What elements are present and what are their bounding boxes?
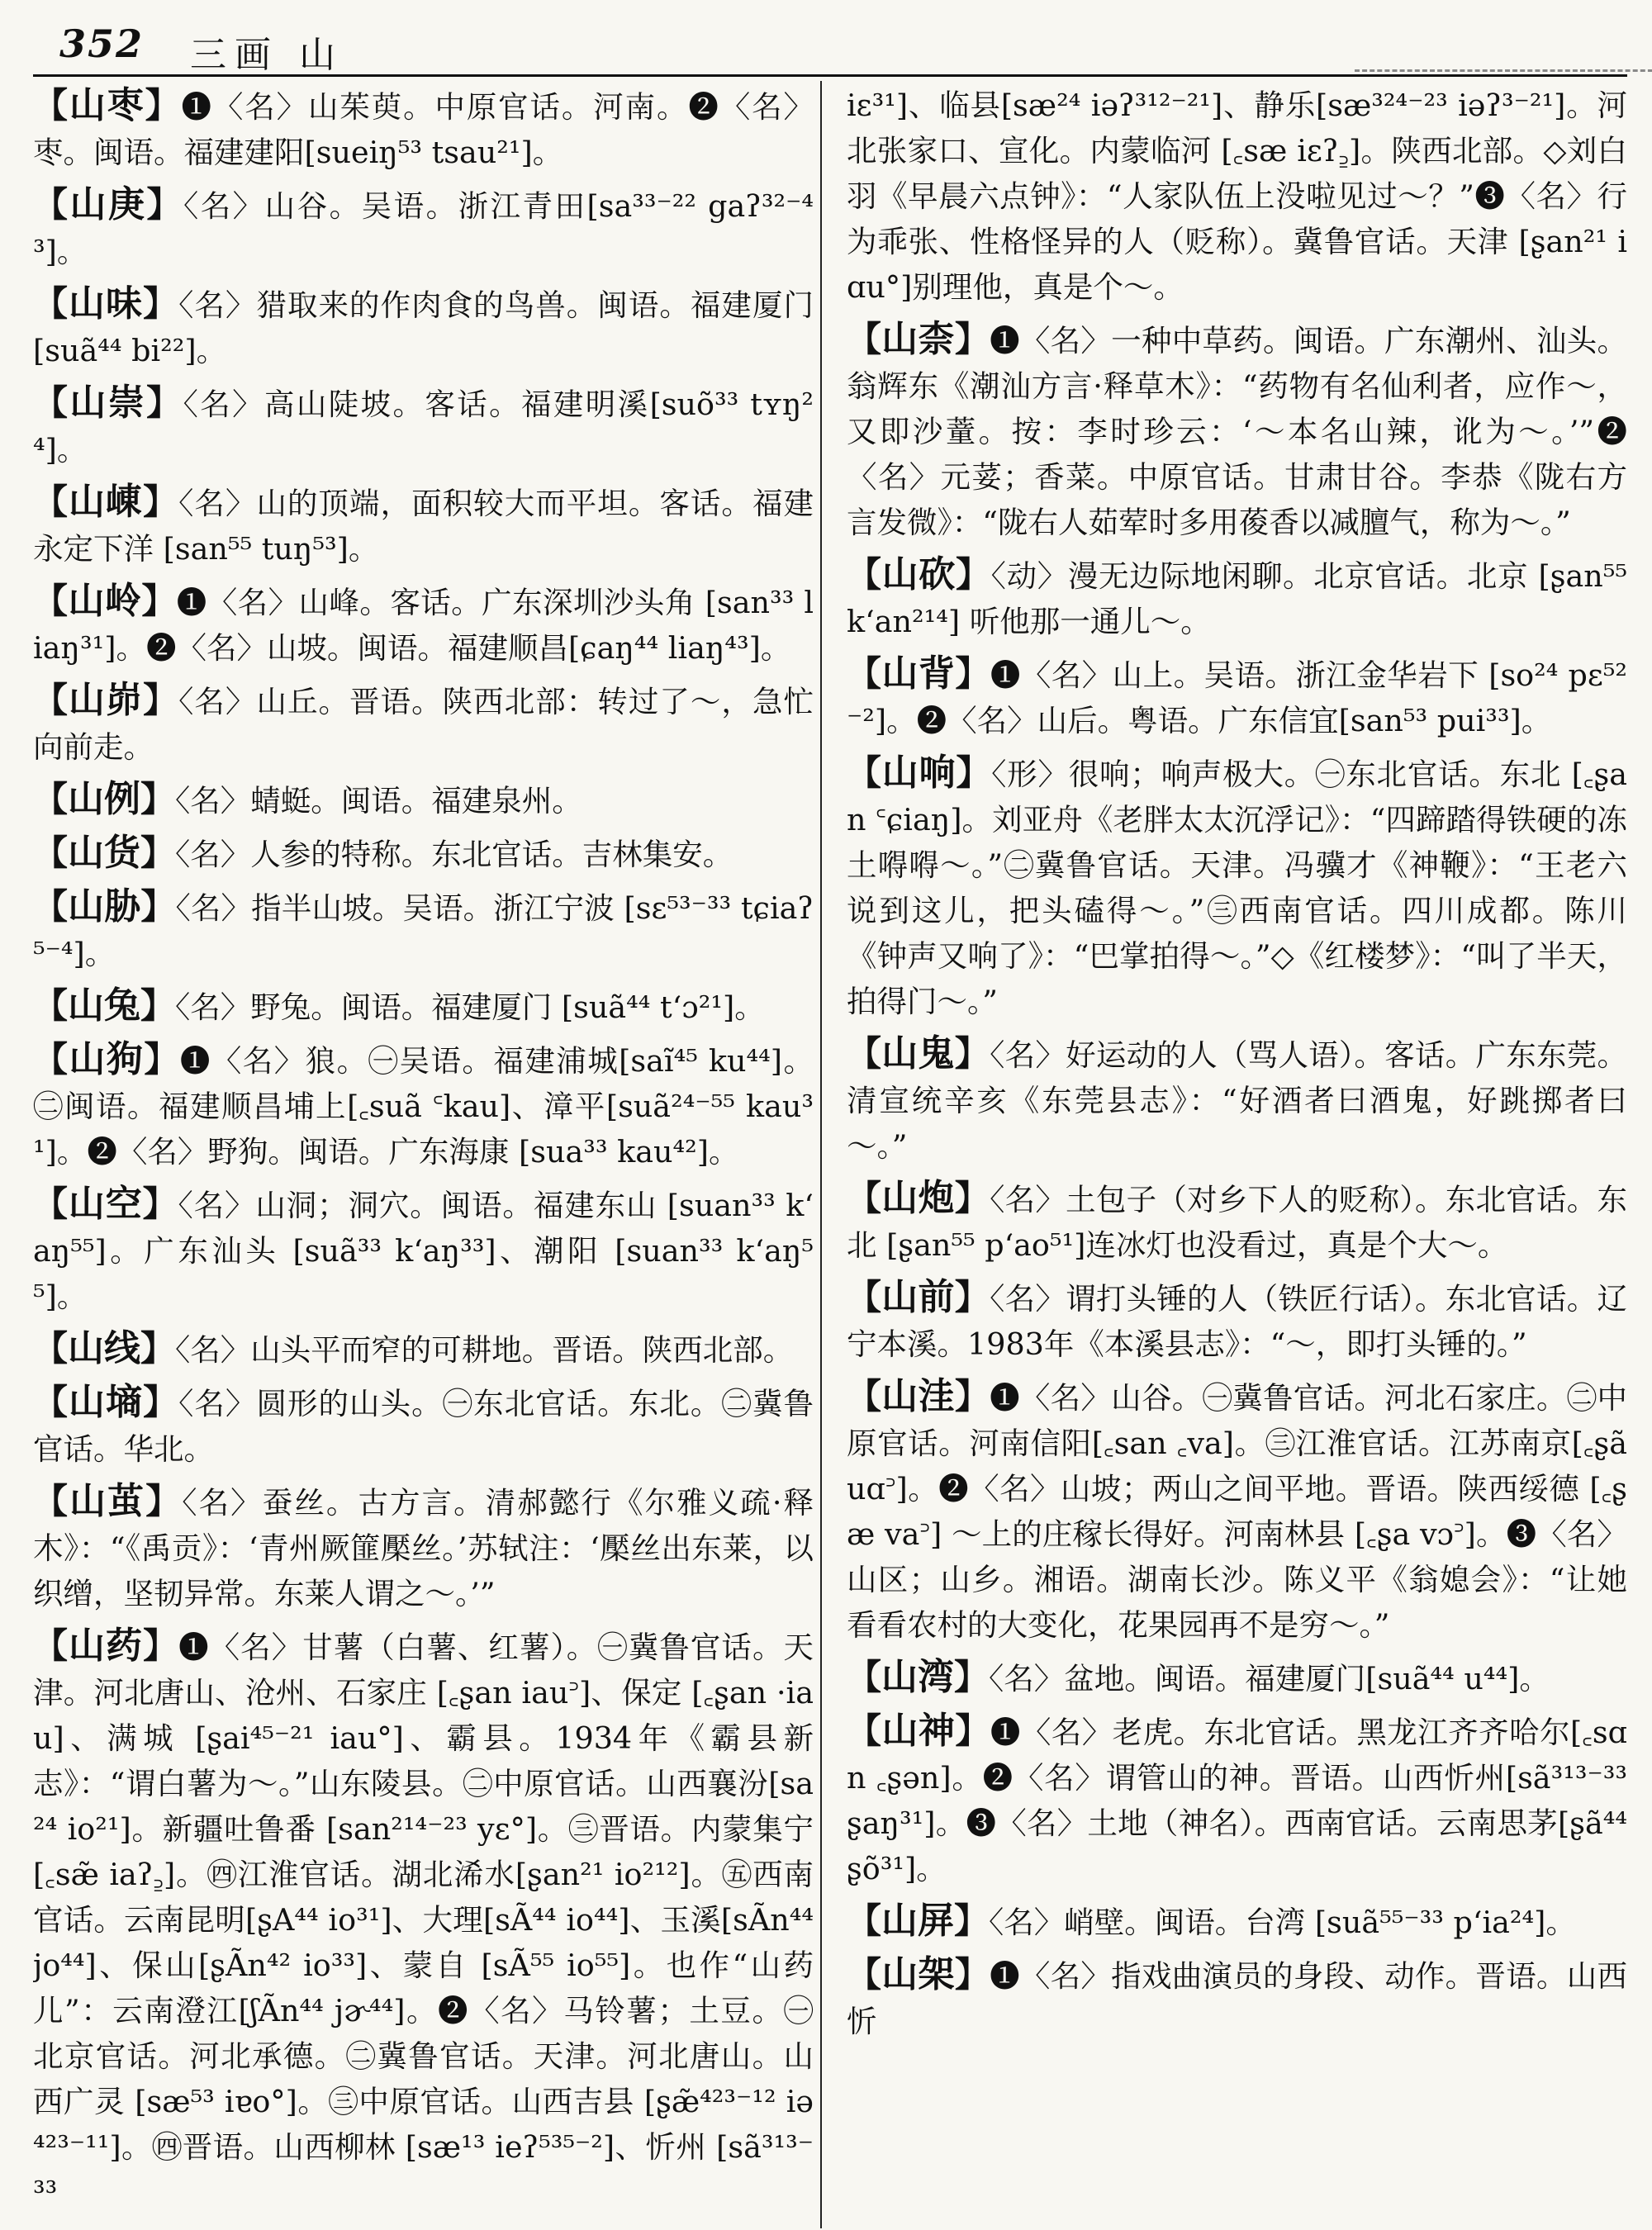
entry-headword: 山湾: [881, 1656, 955, 1698]
bracket-open: 【: [847, 1178, 882, 1218]
entry-definition: 〈动〉漫无边际地闲聊。北京官话。北京 [ʂan⁵⁵ kʻan²¹⁴] 听他那一通儿～。: [847, 558, 1627, 639]
bracket-close: 】: [954, 1657, 990, 1697]
entry-definition: ❶〈名〉指戏曲演员的身段、动作。晋语。山西忻: [847, 1958, 1627, 2039]
entry-headword: 山枣: [69, 84, 145, 126]
bracket-close: 】: [141, 581, 177, 621]
bracket-close: 】: [140, 779, 176, 819]
dictionary-entry: [847, 1175, 1627, 1268]
section-title: 三画 山: [190, 34, 344, 76]
dictionary-entry: [33, 1181, 814, 1319]
bracket-open: 【: [847, 1954, 882, 1995]
dictionary-entry: [847, 1898, 1627, 1945]
entry-headword: 山庚: [69, 183, 147, 225]
bracket-open: 【: [33, 1481, 70, 1521]
bracket-close: 】: [954, 1900, 990, 1941]
bracket-close: 】: [144, 1039, 180, 1079]
bracket-close: 】: [142, 1184, 178, 1224]
bracket-open: 【: [33, 85, 69, 126]
entry-definition: 〈名〉山的顶端，面积较大而平坦。客话。福建永定下洋 [san⁵⁵ tuŋ⁵³]。: [33, 486, 814, 567]
bracket-open: 【: [847, 1710, 882, 1751]
dictionary-entry: [33, 983, 814, 1030]
dictionary-entry: [847, 1952, 1627, 2044]
dictionary-entry: [847, 651, 1627, 743]
entry-headword: 山屏: [881, 1900, 955, 1942]
bracket-close: 】: [956, 752, 992, 793]
column-divider: [820, 81, 822, 2228]
entry-definition: 〈名〉好运动的人（骂人语）。客话。广东东莞。清宣统辛亥《东莞县志》：“好酒者曰酒鬼，好跳掷者曰～。”: [847, 1037, 1627, 1164]
entry-headword: 山墒: [69, 1381, 144, 1423]
entry-headword: 山味: [69, 282, 144, 325]
dictionary-entry: [33, 1326, 814, 1373]
entry-definition: 〈名〉山洞；洞穴。闽语。福建东山 [suan³³ kʻaŋ⁵⁵]。广东汕头 [suã³³ kʻaŋ³³]、潮阳 [suan³³ kʻaŋ⁵⁵]。: [33, 1188, 814, 1314]
entry-headword: 山洼: [881, 1375, 955, 1417]
bracket-close: 】: [954, 1033, 990, 1074]
left-column: [33, 83, 814, 2222]
dictionary-entry: [847, 1274, 1627, 1367]
entry-definition: ❶〈名〉山上。吴语。浙江金华岩下 [so²⁴ pɛ⁵²⁻²]。❷〈名〉山后。粤语。广东信宜[san⁵³ pui³³]。: [847, 657, 1627, 738]
bracket-open: 【: [33, 1184, 69, 1224]
entry-definition: 〈名〉谓打头锤的人（铁匠行话）。东北官话。辽宁本溪。1983年《本溪县志》：“～，即打头锤的。”: [847, 1281, 1627, 1362]
entry-headword: 山前: [881, 1276, 955, 1318]
entry-headword: 山架: [881, 1953, 955, 1995]
bracket-close: 】: [140, 886, 176, 927]
bracket-open: 【: [33, 886, 69, 927]
entry-headword: 山响: [881, 752, 957, 794]
dictionary-entry: [847, 1374, 1627, 1648]
bracket-open: 【: [33, 779, 69, 819]
bracket-close: 】: [140, 833, 176, 873]
entry-definition: ❶〈名〉山谷。㊀冀鲁官话。河北石家庄。㊁中原官话。河南信阳[꜀san ꜀va]。㊂江淮官话。江苏南京[꜀ʂã uɑ꜄]。❷〈名〉山坡；两山之间平地。晋语。陕西绥德 [꜀ʂæ va꜄] ～上的庄稼长得好。河南林县 [꜀ʂa vɔ꜄]。❸〈名〉山区；山乡。湘语。湖南长沙。陈义平《翁媳会》：“让她看看农村的大变化，花果园再不是穷～。”: [847, 1380, 1627, 1643]
entry-definition: 〈名〉圆形的山头。㊀东北官话。东北。㊁冀鲁官话。华北。: [33, 1386, 814, 1467]
dictionary-entry: [847, 1708, 1627, 1891]
bracket-close: 】: [143, 283, 179, 324]
bracket-close: 】: [146, 382, 183, 423]
bracket-close: 】: [143, 680, 179, 720]
entry-definition: 〈名〉蚕丝。古方言。清郝懿行《尔雅义疏·释木》：“《禹贡》：‘青州厥篚檿丝。’苏轼注：‘檿丝出东莱，以织缯，坚韧异常。东莱人谓之～。’”: [33, 1485, 814, 1611]
dictionary-entry: [33, 182, 814, 274]
dictionary-entry: [33, 578, 814, 671]
entry-headword: 山柰: [881, 318, 955, 360]
dictionary-entry: [33, 830, 814, 877]
entry-headword: 山峁: [69, 679, 144, 721]
entry-definition: 〈名〉盆地。闽语。福建厦门[suã⁴⁴ u⁴⁴]。: [989, 1661, 1550, 1696]
bracket-close: 】: [140, 985, 176, 1026]
entry-definition: 〈名〉山头平而窄的可耕地。晋语。陕西北部。: [175, 1332, 794, 1368]
bracket-close: 】: [140, 1328, 176, 1369]
dictionary-entry: [33, 1623, 814, 2215]
bracket-close: 】: [145, 1481, 183, 1521]
entry-definition: 〈形〉很响；响声极大。㊀东北官话。东北 [꜀ʂan ꜂ɕiaŋ]。刘亚舟《老胖太太沉浮记》：“四蹄踏得铁硬的冻土嘚嘚～。”㊁冀鲁官话。天津。冯骥才《神鞭》：“王老六说到这儿，把头磕得～。”㊂西南官话。四川成都。陈川《钟声又响了》：“巴掌拍得～。”◇《红楼梦》：“叫了半天，拍得门～。”: [847, 757, 1627, 1019]
bracket-open: 【: [847, 653, 882, 694]
right-column: [847, 83, 1627, 2222]
bracket-close: 】: [954, 319, 990, 359]
entry-headword: 山砍: [881, 553, 956, 595]
entry-definition: 〈名〉土包子（对乡下人的贬称）。东北官话。东北 [ʂan⁵⁵ pʻao⁵¹]连冰灯也没看过，真是个大～。: [847, 1182, 1627, 1263]
bracket-close: 】: [146, 184, 183, 225]
bracket-open: 【: [33, 1039, 69, 1079]
bracket-close: 】: [954, 1376, 990, 1416]
bracket-open: 【: [847, 1277, 882, 1317]
dictionary-entry: [847, 750, 1627, 1024]
entry-headword: 山狗: [69, 1038, 145, 1080]
bracket-open: 【: [33, 985, 69, 1026]
entry-headword: 山药: [69, 1625, 144, 1667]
entry-definition: 〈名〉蜻蜓。闽语。福建泉州。: [175, 783, 582, 818]
bracket-close: 】: [954, 1954, 990, 1995]
bracket-open: 【: [33, 283, 69, 324]
bracket-open: 【: [847, 319, 882, 359]
entry-continuation: iɛ³¹]、临县[sæ²⁴ iəʔ³¹²⁻²¹]、静乐[sæ³²⁴⁻²³ iəʔ³⁻²¹]。河北张家口、宣化。内蒙临河 [꜀sæ iɛʔ꜇]。陕西北部。◇刘白羽《早晨六点钟》：“人家队伍上没啦见过～？”❸〈名〉行为乖张、性格怪异的人（贬称）。冀鲁官话。天津 [ʂan²¹ iɑu°]别理他，真是个～。: [847, 88, 1627, 305]
dictionary-entry: [33, 1478, 814, 1616]
dictionary-entry: [847, 1654, 1627, 1701]
entry-definition: 〈名〉山丘。晋语。陕西北部：转过了～，急忙向前走。: [33, 684, 814, 765]
bracket-open: 【: [847, 554, 882, 595]
bracket-open: 【: [33, 184, 70, 225]
bracket-open: 【: [33, 581, 69, 621]
entry-headword: 山例: [68, 778, 141, 820]
entry-definition: 〈名〉野兔。闽语。福建厦门 [suã⁴⁴ tʻɔ²¹]。: [175, 989, 765, 1025]
bracket-close: 】: [954, 1178, 990, 1218]
entry-headword: 山岭: [68, 580, 142, 622]
entry-definition: 〈名〉人参的特称。东北官话。吉林集安。: [175, 837, 733, 872]
dictionary-entry: [33, 83, 814, 175]
dictionary-entry: [33, 1037, 814, 1174]
dictionary-entry: [33, 884, 814, 976]
entry-headword: 山炮: [881, 1177, 955, 1219]
bracket-close: 】: [143, 1625, 179, 1666]
bracket-open: 【: [33, 382, 70, 423]
entry-definition: ❶〈名〉一种中草药。闽语。广东潮州、汕头。翁辉东《潮汕方言·释草木》：“药物有名仙利者，应作～，又即沙蕫。按：李时珍云：‘～本名山辣，讹为～。’”❷〈名〉元荽；香菜。中原官话。甘肃甘谷。李恭《陇右方言发微》：“陇右人茹荤时多用葰香以减膻气，称为～。”: [847, 323, 1627, 540]
entry-definition: 〈名〉指半山坡。吴语。浙江宁波 [sɛ⁵³⁻³³ tɕiaʔ⁵⁻⁴]。: [33, 890, 814, 971]
entry-definition: 〈名〉峭壁。闽语。台湾 [suã⁵⁵⁻³³ pʻia²⁴]。: [989, 1905, 1576, 1940]
entry-headword: 山线: [68, 1327, 141, 1369]
entry-definition: ❶〈名〉山峰。客话。广东深圳沙头角 [san³³ liaŋ³¹]。❷〈名〉山坡。闽语。福建顺昌[ɕaŋ⁴⁴ liaŋ⁴³]。: [33, 585, 814, 666]
bracket-open: 【: [33, 1382, 69, 1422]
dictionary-entry: [33, 479, 814, 572]
entry-headword: 山兔: [68, 985, 141, 1027]
entry-definition: 〈名〉高山陡坡。客话。福建明溪[suõ³³ tʏŋ²⁴]。: [33, 387, 814, 467]
dictionary-entry: [847, 1031, 1627, 1169]
page-header: [33, 15, 1627, 77]
dictionary-entry: [33, 776, 814, 823]
bracket-open: 【: [847, 1033, 882, 1074]
bracket-open: 【: [33, 833, 69, 873]
entry-headword: 山神: [881, 1710, 956, 1752]
bracket-open: 【: [33, 1625, 69, 1666]
dictionary-entry: [847, 316, 1627, 545]
bracket-open: 【: [33, 680, 69, 720]
dictionary-entry: [847, 552, 1627, 644]
header-rule: [1355, 69, 1652, 72]
entry-headword: 山崠: [69, 481, 144, 523]
bracket-close: 】: [955, 653, 990, 694]
entry-definition: ❶〈名〉狼。㊀吴语。福建浦城[saĩ⁴⁵ ku⁴⁴]。㊁闽语。福建顺昌埔上[꜀suã ꜂kau]、漳平[suã²⁴⁻⁵⁵ kau³¹]。❷〈名〉野狗。闽语。广东海康 [sua³³ kau⁴²]。: [33, 1043, 814, 1170]
bracket-open: 【: [847, 752, 882, 793]
entry-definition: 〈名〉山谷。吴语。浙江青田[sa³³⁻²² gaʔ³²⁻⁴³]。: [33, 188, 814, 269]
bracket-close: 】: [143, 1382, 179, 1422]
entry-headword: 山背: [881, 652, 956, 695]
dictionary-entry: [33, 1379, 814, 1472]
entry-headword: 山空: [68, 1183, 143, 1225]
bracket-open: 【: [847, 1376, 882, 1416]
dictionary-entry: [33, 281, 814, 373]
bracket-open: 【: [847, 1657, 882, 1697]
bracket-close: 】: [143, 482, 179, 522]
bracket-open: 【: [847, 1900, 882, 1941]
bracket-close: 】: [145, 85, 182, 126]
entry-headword: 山胁: [68, 885, 141, 928]
dictionary-entry: [33, 677, 814, 770]
entry-headword: 山崇: [69, 382, 147, 424]
dictionary-entry: [33, 380, 814, 472]
bracket-close: 】: [954, 1277, 990, 1317]
bracket-close: 】: [955, 1710, 990, 1751]
bracket-close: 】: [956, 554, 991, 595]
entry-definition: ❶〈名〉山茱萸。中原官话。河南。❷〈名〉枣。闽语。福建建阳[sueiŋ⁵³ tsau²¹]。: [33, 89, 814, 170]
bracket-open: 【: [33, 1328, 69, 1369]
entry-headword: 山货: [68, 832, 141, 874]
entry-definition: ❶〈名〉甘薯（白薯、红薯）。㊀冀鲁官话。天津。河北唐山、沧州、石家庄 [꜀ʂan iau꜄]、保定 [꜀ʂan ·iau]、满城 [ʂai⁴⁵⁻²¹ iau°]、霸县。1934年《霸县新志》：“谓白薯为～。”山东陵县。㊁中原官话。山西襄汾[sa²⁴ io²¹]。新疆吐鲁番 [san²¹⁴⁻²³ yɛ°]。㊂晋语。内蒙集宁 [꜀sæ̃ iaʔ꜇]。㊃江淮官话。湖北浠水[ʂan²¹ io²¹²]。㊄西南官话。云南昆明[ʂA⁴⁴ io³¹]、大理[sÃ⁴⁴ io⁴⁴]、玉溪[sÃn⁴⁴ jo⁴⁴]、保山[ʂÃn⁴² io³³]、蒙自 [sÃ⁵⁵ io⁵⁵]。也作“山药儿”：云南澄江[ʃÃn⁴⁴ jɚ⁴⁴]。❷〈名〉马铃薯；土豆。㊀北京官话。河北承德。㊁冀鲁官话。天津。河北唐山。山西广灵 [sæ⁵³ iɐo°]。㊂中原官话。山西吉县 [ʂæ̃⁴²³⁻¹² iə⁴²³⁻¹¹]。㊃晋语。山西柳林 [sæ¹³ ieʔ⁵³⁵⁻²]、忻州 [sã³¹³⁻³³: [33, 1630, 814, 2210]
bracket-open: 【: [33, 482, 69, 522]
entry-headword: 山鬼: [881, 1032, 955, 1075]
page-number: 352: [59, 21, 145, 66]
entry-headword: 山茧: [69, 1480, 146, 1522]
entry-definition: ❶〈名〉老虎。东北官话。黑龙江齐齐哈尔[꜀sɑn ꜀ʂən]。❷〈名〉谓管山的神。晋语。山西忻州[sã³¹³⁻³³ ʂaŋ³¹]。❸〈名〉土地（神名）。西南官话。云南思茅[ʂã⁴⁴ ʂõ³¹]。: [847, 1715, 1627, 1886]
entry-definition: 〈名〉猎取来的作肉食的鸟兽。闽语。福建厦门[suã⁴⁴ bi²²]。: [33, 287, 814, 368]
